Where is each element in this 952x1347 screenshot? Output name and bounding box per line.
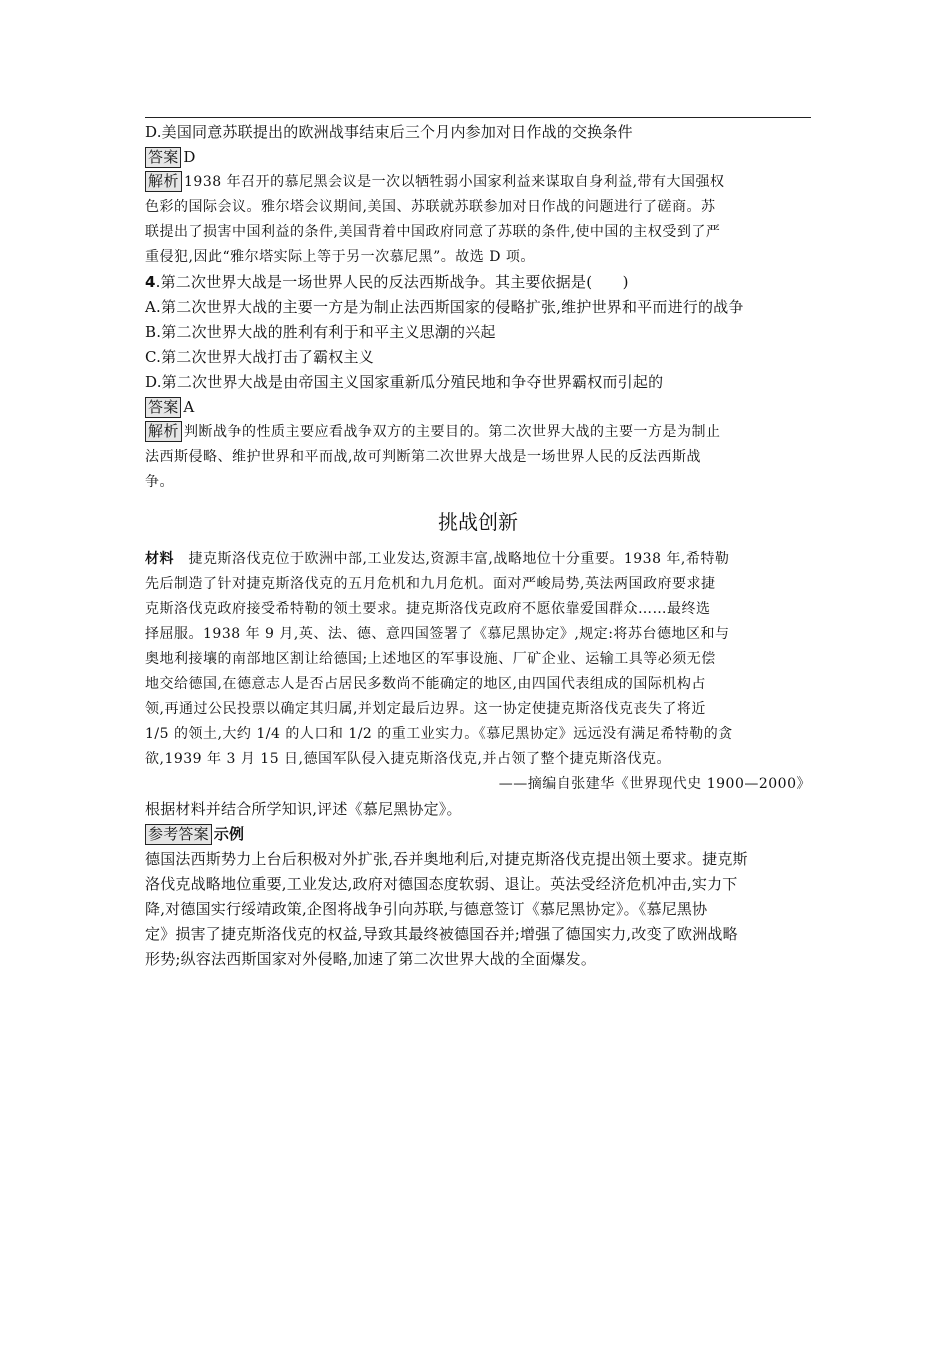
material-line: 奥地利接壤的南部地区割让给德国;上述地区的军事设施、厂矿企业、运输工具等必须无偿 — [145, 651, 716, 667]
material-line: 欲,1939 年 3 月 15 日,德国军队侵入捷克斯洛伐克,并占领了整个捷克斯洛伐克。 — [145, 751, 671, 767]
q4-option-a: A.第二次世界大战的主要一方是为制止法西斯国家的侵略扩张,维护世界和平而进行的战争 — [145, 298, 744, 316]
section-title: 挑战创新 — [438, 510, 518, 534]
q4-stem: 4.第二次世界大战是一场世界人民的反法西斯战争。其主要依据是( ) — [145, 273, 629, 291]
q4-answer-row — [145, 395, 811, 420]
ref-answer-line: 降,对德国实行绥靖政策,企图将战争引向苏联,与德意签订《慕尼黑协定》。《慕尼黑协 — [145, 900, 708, 918]
q4-analysis-line: 争。 — [145, 474, 174, 490]
q3-analysis-line: 联提出了损害中国利益的条件,美国背着中国政府同意了苏联的条件,使中国的主权受到了严 — [145, 224, 721, 240]
q4-option-c: C.第二次世界大战打击了霸权主义 — [145, 348, 374, 366]
ref-answer-line: 德国法西斯势力上台后积极对外扩张,吞并奥地利后,对捷克斯洛伐克提出领土要求。捷克斯 — [145, 850, 748, 868]
material-line: 地交给德国,在德意志人是否占居民多数尚不能确定的地区,由四国代表组成的国际机构占 — [145, 676, 706, 692]
material-line: 材料 捷克斯洛伐克位于欧洲中部,工业发达,资源丰富,战略地位十分重要。1938 年,希特勒 — [145, 551, 730, 567]
q3-answer: D — [183, 148, 196, 166]
material-line: 1/5 的领土,大约 1/4 的人口和 1/2 的重工业实力。《慕尼黑协定》远远没有满足希特勒的贪 — [145, 726, 733, 742]
material-line: 择屈服。1938 年 9 月,英、法、德、意四国签署了《慕尼黑协定》,规定:将苏台德地区和与 — [145, 626, 730, 642]
analysis-tag: 解析 — [145, 171, 182, 192]
question-text: 根据材料并结合所学知识,评述《慕尼黑协定》。 — [145, 800, 462, 818]
ref-answer-suffix: 示例 — [213, 825, 245, 843]
q4-number: 4 — [145, 273, 156, 291]
q4-option-d: D.第二次世界大战是由帝国主义国家重新瓜分殖民地和争夺世界霸权而引起的 — [145, 373, 664, 391]
q4-answer: A — [183, 398, 195, 416]
q3-analysis-line: 解析 1938 年召开的慕尼黑会议是一次以牺牲弱小国家利益来谋取自身利益,带有大国强权 — [145, 170, 811, 195]
ref-answer-row — [145, 822, 811, 847]
reference-answer-tag: 参考答案 — [145, 824, 212, 845]
material-label: 材料 — [145, 551, 174, 567]
q3-option-d: D.美国同意苏联提出的欧洲战事结束后三个月内参加对日作战的交换条件 — [145, 123, 633, 141]
q4-analysis-line: 解析 判断战争的性质主要应看战争双方的主要目的。第二次世界大战的主要一方是为制止 — [145, 420, 811, 445]
analysis-tag: 解析 — [145, 421, 182, 442]
material-line: 先后制造了针对捷克斯洛伐克的五月危机和九月危机。面对严峻局势,英法两国政府要求捷 — [145, 576, 716, 592]
q3-analysis-line: 重侵犯,因此“雅尔塔实际上等于另一次慕尼黑”。故选 D 项。 — [145, 249, 535, 265]
material-source: ——摘编自张建华《世界现代史 1900—2000》 — [498, 776, 811, 792]
ref-answer-line: 定》损害了捷克斯洛伐克的权益,导致其最终被德国吞并;增强了德国实力,改变了欧洲战略 — [145, 925, 738, 943]
document-page — [145, 117, 811, 972]
ref-answer-line: 洛伐克战略地位重要,工业发达,政府对德国态度软弱、退让。英法受经济危机冲击,实力下 — [145, 875, 738, 893]
q3-analysis-line: 色彩的国际会议。雅尔塔会议期间,美国、苏联就苏联参加对日作战的问题进行了磋商。苏 — [145, 199, 716, 215]
answer-tag: 答案 — [145, 397, 181, 418]
ref-answer-line: 形势;纵容法西斯国家对外侵略,加速了第二次世界大战的全面爆发。 — [145, 950, 597, 968]
q4-option-b: B.第二次世界大战的胜利有利于和平主义思潮的兴起 — [145, 323, 496, 341]
material-line: 领,再通过公民投票以确定其归属,并划定最后边界。这一协定使捷克斯洛伐克丧失了将近 — [145, 701, 706, 717]
q3-answer-row — [145, 145, 811, 170]
q4-analysis-line: 法西斯侵略、维护世界和平而战,故可判断第二次世界大战是一场世界人民的反法西斯战 — [145, 449, 701, 465]
top-rule — [145, 117, 811, 118]
answer-tag: 答案 — [145, 147, 181, 168]
material-line: 克斯洛伐克政府接受希特勒的领土要求。捷克斯洛伐克政府不愿依靠爱国群众……最终选 — [145, 601, 711, 617]
